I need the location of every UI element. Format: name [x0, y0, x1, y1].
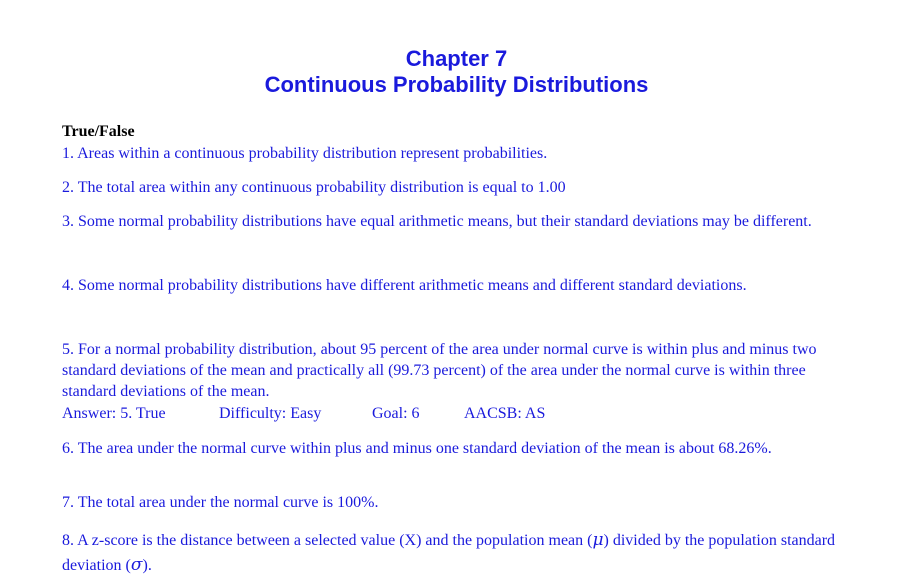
aacsb-label: AACSB: AS	[464, 405, 546, 422]
question-3: 3. Some normal probability distributions have equal arithmetic means, but their standard deviations may be different.	[62, 213, 812, 230]
question-8	[62, 528, 847, 578]
question-2: 2. The total area within any continuous probability distribution is equal to 1.00	[62, 179, 566, 196]
question-8-text-part3: ).	[142, 557, 152, 574]
answer-key: Answer: 5. True	[62, 405, 166, 422]
question-1: 1. Areas within a continuous probability distribution represent probabilities.	[62, 145, 548, 162]
goal-label: Goal: 6	[372, 405, 420, 422]
question-8-text-part2: ) divided by the population standard deviation (	[62, 532, 836, 574]
chapter-number: Chapter 7	[405, 46, 508, 71]
question-6: 6. The area under the normal curve within plus and minus one standard deviation of the mean is about 68.26%.	[62, 440, 772, 457]
question-4: 4. Some normal probability distributions have different arithmetic means and different standard deviations.	[62, 277, 747, 294]
chapter-header	[0, 46, 913, 98]
section-heading: True/False	[62, 123, 135, 140]
difficulty-label: Difficulty: Easy	[219, 405, 322, 422]
answer-line	[62, 403, 545, 424]
question-5: 5. For a normal probability distribution, about 95 percent of the area under normal curve is within plus and minus two standard deviations of the mean and practically all (99.73 percent) of the area under the normal curve is within three standard deviations of the mean.	[62, 341, 817, 400]
question-8-text-part1: 8. A z-score is the distance between a selected value (X) and the population mean (	[62, 532, 593, 549]
chapter-title: Continuous Probability Distributions	[264, 72, 649, 97]
mu-symbol: μ	[592, 530, 604, 550]
sigma-symbol: σ	[130, 555, 143, 575]
question-7: 7. The total area under the normal curve is 100%.	[62, 494, 379, 511]
